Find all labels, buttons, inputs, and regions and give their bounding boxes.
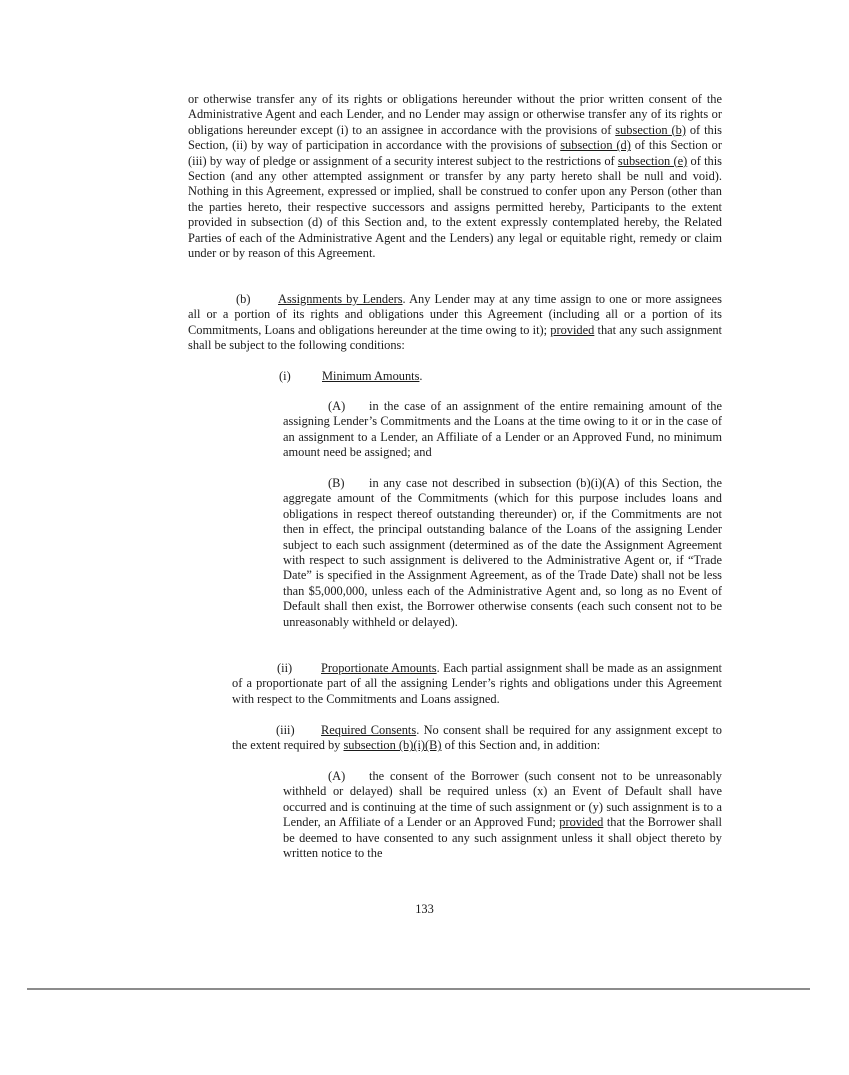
provided-term: provided — [550, 322, 595, 337]
paragraph-iii-required-consents: (iii) Required Consents. No consent shall be required for any assignment except to the extent required by subsection (b)(i)(B) of this Section and, in addition: — [232, 723, 722, 753]
paragraph-iii-A: (A) the consent of the Borrower (such consent not to be unreasonably withheld or delayed) shall be required unless (x) an Event of Default shall have occurred and is continuing at the time of such assignment or (y) such assignment is to a Lender, an Affiliate of a Lender or an Approved Fund; provided that the Borrower shall be deemed to have consented to any such assignment unless it shall object thereto by written notice to the — [283, 769, 722, 861]
heading-assignments-by-lenders: Assignments by Lenders — [278, 292, 403, 306]
provided-term-2: provided — [559, 815, 604, 830]
label-b: (b) — [236, 292, 251, 306]
paragraph-i-minimum-amounts: (i) Minimum Amounts. — [279, 369, 423, 383]
label-iii-A: (A) — [328, 769, 346, 783]
subsection-b-ref: subsection (b) — [615, 122, 686, 137]
label-i: (i) — [279, 369, 291, 383]
heading-minimum-amounts: Minimum Amounts — [322, 369, 420, 383]
page-number: 133 — [415, 902, 434, 916]
paragraph-i-A: (A) in the case of an assignment of the entire remaining amount of the assigning Lender’s Commitments and the Loans at the time owing to it or in the case of an assignment to a Lender, an Affiliate of a Lender or an Approved Fund, no minimum amount need be assigned; and — [283, 399, 722, 460]
paragraph-ii-proportionate: (ii) Proportionate Amounts. Each partial assignment shall be made as an assignment of a proportionate part of all the assigning Lender’s rights and obligations under this Agreement with respect to the Commitments and Loans assigned. — [232, 661, 723, 706]
paragraph-b-assignments: (b) Assignments by Lenders. Any Lender may at any time assign to one or more assignees all or a portion of its rights and obligations under this Agreement (including all or a portion of its Commitments, Loans and obligations hereunder at the time owing to it); provided that any such assignment shall be subject to the following conditions: — [188, 292, 722, 353]
page-divider — [27, 988, 810, 990]
label-i-B: (B) — [328, 476, 345, 490]
paragraph-i-B: (B) in any case not described in subsection (b)(i)(A) of this Section, the aggregate amount of the Commitments (which for this purpose includes loans and obligations in respect thereof outstanding thereunder) or, if the Commitments are not then in effect, the principal outstanding balance of the Loans of the assigning Lender subject to each such assignment (determined as of the date the Assignment Agreement with respect to such assignment is delivered to the Administrative Agent or, if “Trade Date” is specified in the Assignment Agreement, as of the Trade Date) shall not be less than $5,000,000, unless each of the Administrative Agent and, so long as no Event of Default shall then exist, the Borrower otherwise consents (each such consent not to be unreasonably withheld or delayed). — [283, 476, 722, 629]
paragraph-continuation: or otherwise transfer any of its rights or obligations hereunder without the prior written consent of the Administrative Agent and each Lender, and no Lender may assign or otherwise transfer any of its rights or obligations hereunder except (i) to an assignee in accordance with the provisions of subsection (b) of this Section, (ii) by way of participation in accordance with the provisions of subsection (d) of this Section or (iii) by way of pledge or assignment of a security interest subject to the restrictions of subsection (e) of this Section (and any other attempted assignment or transfer by any party hereto shall be null and void). Nothing in this Agreement, expressed or implied, shall be construed to confer upon any Person (other than the parties hereto, their respective successors and assigns permitted hereby, Participants to the extent provided in subsection (d) of this Section and, to the extent expressly contemplated hereby, the Related Parties of each of the Administrative Agent and the Lenders) any legal or equitable right, remedy or claim under or by reason of this Agreement. — [188, 92, 723, 261]
subsection-d-ref: subsection (d) — [560, 138, 631, 153]
subsection-e-ref: subsection (e) — [617, 153, 688, 168]
subsection-biB-ref: subsection (b)(i)(B) — [343, 738, 442, 753]
label-ii: (ii) — [277, 661, 293, 675]
heading-proportionate-amounts: Proportionate Amounts — [321, 661, 437, 675]
heading-required-consents: Required Consents — [321, 723, 417, 737]
label-i-A: (A) — [328, 399, 346, 413]
label-iii: (iii) — [276, 723, 295, 737]
